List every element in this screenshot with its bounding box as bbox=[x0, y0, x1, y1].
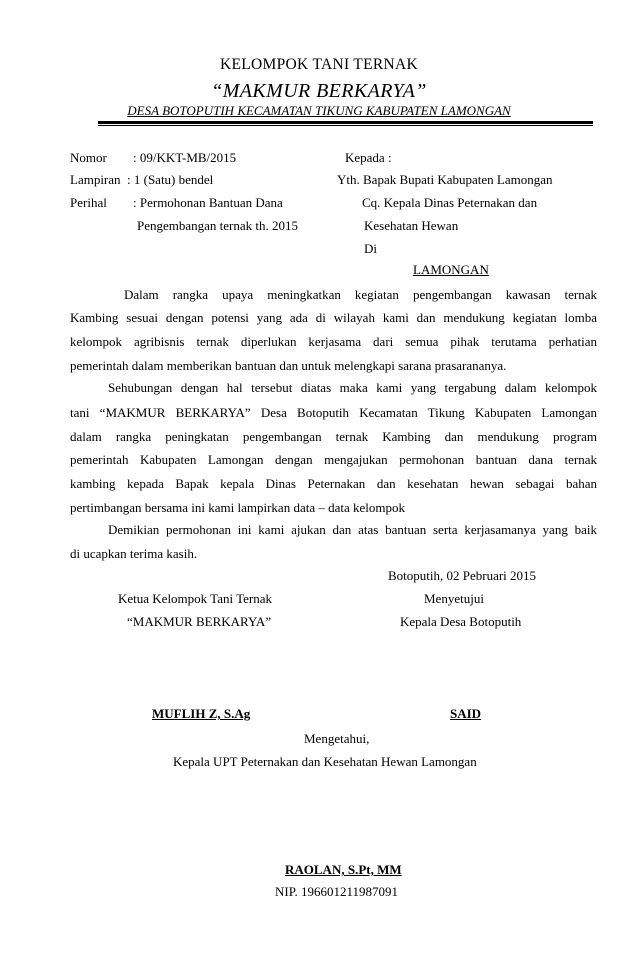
nomor-value: : 09/KKT-MB/2015 bbox=[133, 150, 237, 165]
right-signer-name: SAID bbox=[450, 706, 482, 721]
body-line: Demikian permohonan ini kami ajukan dan atas bantuan serta kerjasamanya yang baik bbox=[108, 522, 597, 537]
org-address: DESA BOTOPUTIH KECAMATAN TIKUNG KABUPATEN LAMONGAN bbox=[127, 103, 511, 118]
recipient-line1: Yth. Bapak Bupati Kabupaten Lamongan bbox=[337, 172, 553, 187]
body-line: pertimbangan bersama ini kami lampirkan data – data kelompok bbox=[70, 500, 406, 515]
recipient-line2: Cq. Kepala Dinas Peternakan dan bbox=[362, 195, 538, 210]
perihal-value: : Permohonan Bantuan Dana bbox=[133, 195, 283, 210]
perihal-value-cont: Pengembangan ternak th. 2015 bbox=[137, 218, 299, 233]
acknowledge-signer-nip: NIP. 196601211987091 bbox=[275, 884, 399, 899]
org-title: KELOMPOK TANI TERNAK bbox=[220, 56, 418, 73]
body-line: Dalam rangka upaya meningkatkan kegiatan pengembangan kawasan ternak bbox=[124, 287, 597, 302]
lampiran-value: : 1 (Satu) bendel bbox=[127, 172, 214, 187]
body-line: tani “MAKMUR BERKARYA” Desa Botoputih Kecamatan Tikung Kabupaten Lamongan bbox=[70, 405, 597, 420]
acknowledge-signer-name: RAOLAN, S.Pt, MM bbox=[285, 862, 402, 877]
body-line: di ucapkan terima kasih. bbox=[70, 546, 198, 561]
right-signer-title1: Menyetujui bbox=[424, 591, 484, 606]
right-signer-title2: Kepala Desa Botoputih bbox=[400, 614, 522, 629]
left-signer-title2: “MAKMUR BERKARYA” bbox=[127, 614, 272, 629]
body-line: Sehubungan dengan hal tersebut diatas maka kami yang tergabung dalam kelompok bbox=[108, 380, 597, 395]
header-rule-thin bbox=[98, 125, 593, 126]
body-line: pemerintah Kabupaten Lamongan dengan mengajukan permohonan bantuan dana ternak bbox=[70, 452, 597, 467]
place-date: Botoputih, 02 Pebruari 2015 bbox=[388, 568, 537, 583]
body-line: kelompok agribisnis ternak diperlukan kerjasama dari semua pihak terutama perhatian bbox=[70, 334, 597, 349]
recipient-di: Di bbox=[364, 241, 377, 256]
body-line: kambing kepada Bapak kepala Dinas Peternakan dan kesehatan hewan sebagai bahan bbox=[70, 476, 597, 491]
nomor-label: Nomor bbox=[70, 150, 107, 165]
recipient-line3: Kesehatan Hewan bbox=[364, 218, 459, 233]
acknowledge-title: Kepala UPT Peternakan dan Kesehatan Hewan Lamongan bbox=[173, 754, 477, 769]
acknowledge-label: Mengetahui, bbox=[304, 731, 370, 746]
recipient-city: LAMONGAN bbox=[413, 262, 489, 277]
left-signer-title1: Ketua Kelompok Tani Ternak bbox=[118, 591, 273, 606]
body-line: Kambing sesuai dengan potensi yang ada di wilayah kami dan mendukung kegiatan lomba bbox=[70, 310, 597, 325]
perihal-label: Perihal bbox=[70, 195, 107, 210]
left-signer-name: MUFLIH Z, S.Ag bbox=[152, 706, 251, 721]
body-line: pemerintah dalam memberikan bantuan dan untuk melengkapi sarana prasarananya. bbox=[70, 358, 507, 373]
lampiran-label: Lampiran bbox=[70, 172, 121, 187]
org-name: “MAKMUR BERKARYA” bbox=[211, 80, 427, 102]
body-line: dalam rangka peningkatan pengembangan ternak Kambing dan mendukung program bbox=[70, 429, 597, 444]
header-rule-thick bbox=[98, 121, 593, 124]
recipient-kepada: Kepada : bbox=[345, 150, 392, 165]
